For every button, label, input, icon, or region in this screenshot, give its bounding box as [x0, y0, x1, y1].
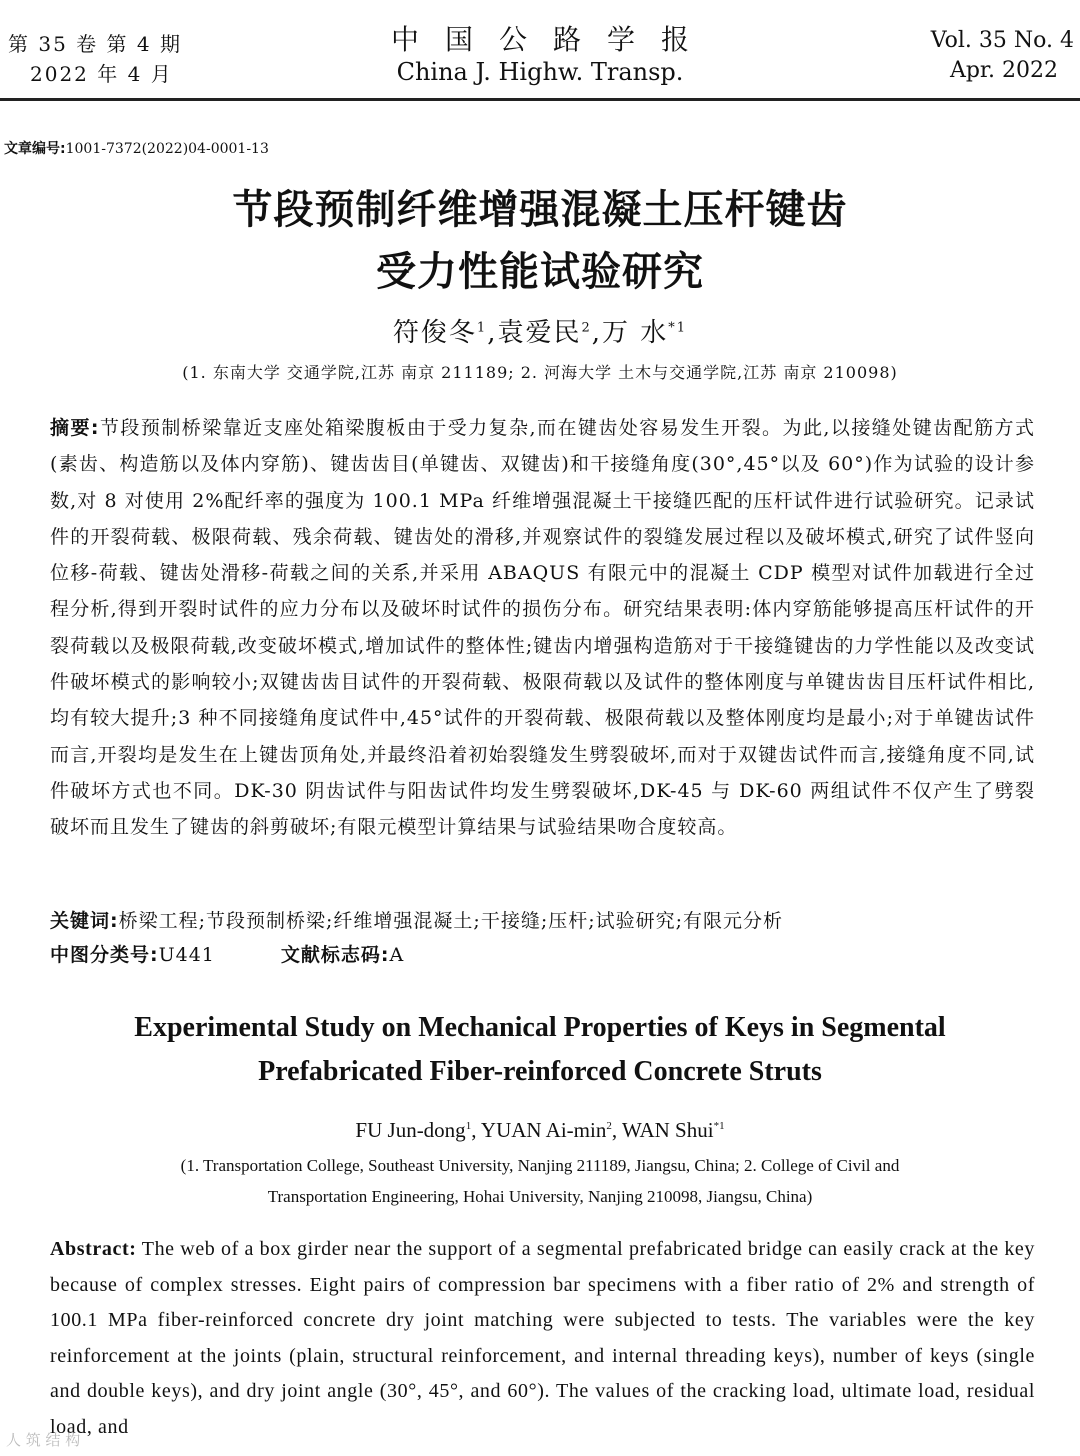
author-cn-mark: 1 — [476, 320, 488, 336]
title-en-line2: Prefabricated Fiber-reinforced Concrete Struts — [258, 1056, 822, 1087]
volume-issue-en: Vol. 35 No. 4 — [930, 28, 1074, 53]
abstract-en-label: Abstract: — [50, 1238, 137, 1260]
clc-value: U441 — [158, 944, 215, 966]
authors-cn: 符俊冬$^1$,袁爱民$^2$,万 水$^{*1}$ — [392, 318, 688, 348]
author-cn-name: 符俊冬 — [392, 318, 477, 348]
header-rule — [0, 98, 1080, 101]
classification — [50, 940, 404, 967]
abstract-cn-text: 节段预制桥梁靠近支座处箱梁腹板由于受力复杂,而在键齿处容易发生开裂。为此,以接缝处键齿配筋方式(素齿、构造筋以及体内穿筋)、键齿齿目(单键齿、双键齿)和干接缝角度(30°,45°以及 60°)作为试验的设计参数,对 8 对使用 2%配纤率的强度为 100.1 MPa 纤维增强混凝土干接缝匹配的压杆试件进行试验研究。记录试件的开裂荷载、极限荷载、残余荷载、键齿处的滑移,并观察试件的裂缝发展过程以及破坏模式,研究了试件竖向位移-荷载、键齿处滑移-荷载之间的关系,并采用 ABAQUS 有限元中的混凝土 CDP 模型对试件加载进行全过程分析,得到开裂时试件的应力分布以及破坏时试件的损伤分布。研究结果表明:体内穿筋能够提高压杆试件的开裂荷载以及极限荷载,改变破坏模式,增加试件的整体性;键齿内增强构造筋对于干接缝键齿的力学性能以及改变试件破坏模式的影响较小;双键齿齿目试件的开裂荷载、极限荷载以及试件的整体刚度与单键齿齿目压杆试件相比,均有较大提升;3 种不同接缝角度试件中,45°试件的开裂荷载、极限荷载以及整体刚度均是最小;对于单键齿试件而言,开裂均是发生在上键齿顶角处,并最终沿着初始裂缝发生劈裂破坏,而对于双键齿试件而言,接缝角度不同,试件破坏方式也不同。DK-30 阴齿试件与阳齿试件均发生劈裂破坏,DK-45 与 DK-60 两组试件不仅产生了劈裂破坏而且发生了键齿的斜剪破坏;有限元模型计算结果与试验结果吻合度较高。 — [50, 417, 1035, 839]
author-en-name: YUAN Ai-min — [480, 1118, 607, 1142]
author-cn-name: 万 水 — [602, 318, 669, 348]
author-en-name: WAN Shui — [621, 1118, 714, 1142]
abstract-cn-label: 摘要: — [50, 417, 100, 439]
author-en-mark: 2 — [606, 1120, 612, 1132]
article-number-value: 1001-7372(2022)04-0001-13 — [65, 141, 269, 157]
keywords-cn-text: 桥梁工程;节段预制桥梁;纤维增强混凝土;干接缝;压杆;试验研究;有限元分析 — [118, 910, 784, 932]
author-en-mark: *1 — [713, 1120, 725, 1132]
date-cn: 2022 年 4 月 — [30, 62, 173, 86]
journal-name-en: China J. Highw. Transp. — [396, 58, 684, 86]
abstract-cn — [50, 410, 1035, 846]
affiliations-en-line1: (1. Transportation College, Southeast University, Nanjing 211189, Jiangsu, China; 2. College of Civil and — [180, 1156, 900, 1175]
author-cn-mark: *1 — [668, 320, 688, 336]
article-number-label: 文章编号: — [4, 141, 66, 157]
affiliations-en-line2: Transportation Engineering, Hohai University, Nanjing 210098, Jiangsu, China) — [267, 1187, 813, 1206]
journal-name-cn: 中国公路学报 — [390, 23, 715, 56]
keywords-cn — [50, 906, 783, 933]
doc-code-label: 文献标志码: — [280, 944, 390, 966]
title-cn-line1: 节段预制纤维增强混凝土压杆键齿 — [232, 187, 848, 233]
keywords-cn-label: 关键词: — [50, 910, 119, 932]
author-cn-mark: 2 — [581, 320, 592, 336]
abstract-en — [50, 1232, 1035, 1445]
author-en-mark: 1 — [465, 1120, 472, 1132]
date-en: Apr. 2022 — [949, 58, 1058, 83]
author-en-name: FU Jun-dong — [355, 1118, 466, 1142]
title-en-line1: Experimental Study on Mechanical Properties of Keys in Segmental — [134, 1012, 946, 1043]
clc-label: 中图分类号: — [50, 944, 159, 966]
title-cn-line2: 受力性能试验研究 — [376, 249, 704, 295]
author-cn-name: 袁爱民 — [497, 318, 582, 348]
doc-code-value: A — [389, 944, 405, 966]
volume-issue-cn: 第 35 卷 第 4 期 — [8, 32, 182, 56]
authors-en: FU Jun-dong$^1$, YUAN $Ai-\min^2$, WAN Shui$^{*1}$ — [355, 1118, 725, 1142]
abstract-en-text: The web of a box girder near the support of a segmental prefabricated bridge can easily crack at the key because of complex stresses. Eight pairs of compression bar specimens with a fiber ratio of 2% and strength of 100.1 MPa fiber-reinforced concrete dry joint matching were subjected to tests. The variables were the key reinforcement at the joints (plain, structural reinforcement, and internal threading keys), number of keys (single and double keys), and dry joint angle (30°, 45°, and 60°). The values of the cracking load, ultimate load, residual load, and — [50, 1238, 1035, 1438]
article-number — [4, 138, 269, 158]
watermark: 人 筑 结 构 — [6, 1431, 81, 1449]
affiliations-cn: (1. 东南大学 交通学院,江苏 南京 211189; 2. 河海大学 土木与交通学院,江苏 南京 210098) — [182, 363, 898, 382]
